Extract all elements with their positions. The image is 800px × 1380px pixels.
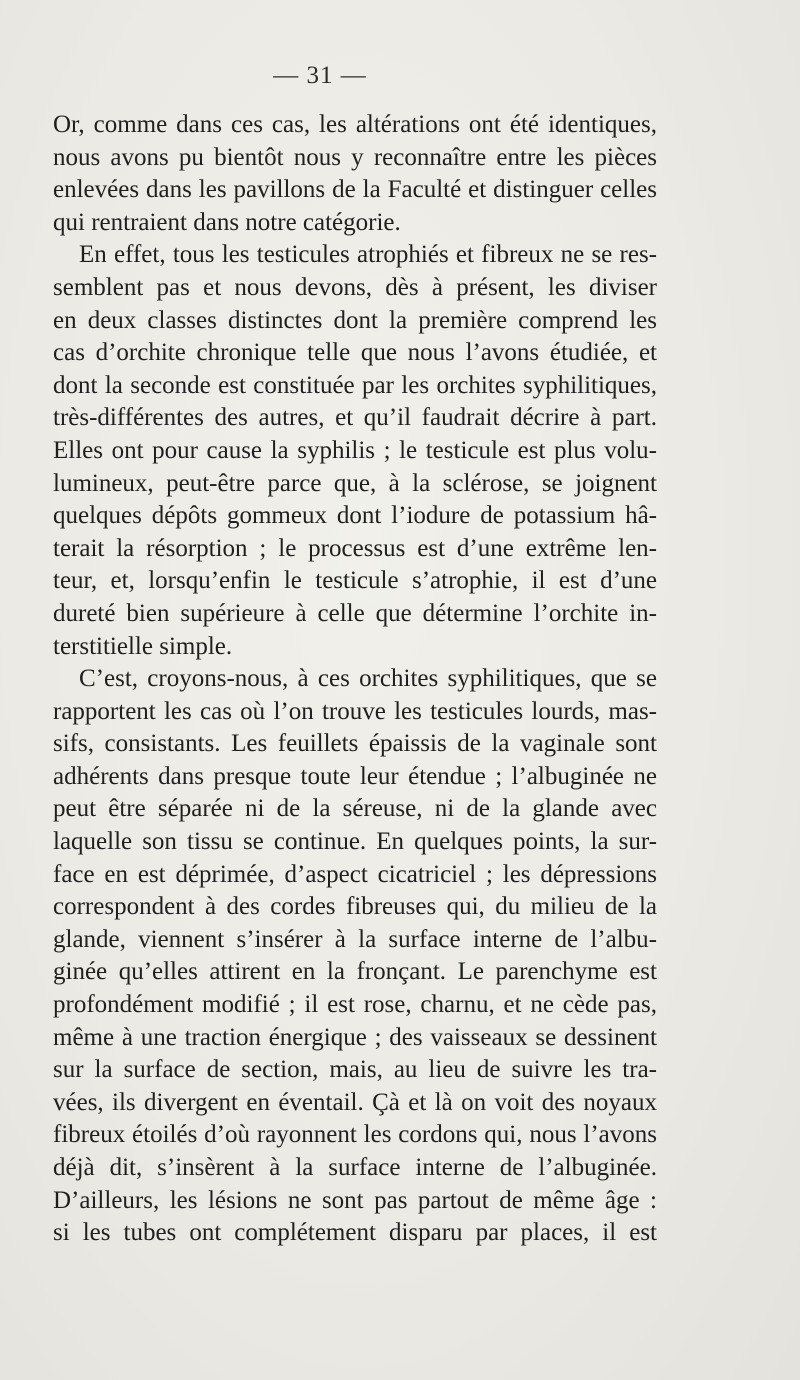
text-line: quelques dépôts gommeux dont l’iodure de potassium hâ- xyxy=(53,502,657,530)
text-line: ginée qu’elles attirent en la fronçant. Le parenchyme est xyxy=(53,958,657,986)
text-line: sur la surface de section, mais, au lieu de suivre les tra- xyxy=(53,1056,657,1084)
text-line: si les tubes ont complétement disparu par places, il est xyxy=(53,1219,657,1247)
text-line: D’ailleurs, les lésions ne sont pas partout de même âge : xyxy=(53,1186,657,1214)
text-line: peut être séparée ni de la séreuse, ni de la glande avec xyxy=(53,795,657,823)
text-line: Or, comme dans ces cas, les altérations ont été identiques, xyxy=(53,111,657,138)
text-line: En effet, tous les testicules atrophiés et fibreux ne se res- xyxy=(79,241,657,269)
text-line: teur, et, lorsqu’enfin le testicule s’atrophie, il est d’une xyxy=(53,567,657,595)
text-line: C’est, croyons-nous, à ces orchites syphilitiques, que se xyxy=(79,665,657,693)
text-line: Elles ont pour cause la syphilis ; le testicule est plus volu- xyxy=(53,436,657,464)
text-line: cas d’orchite chronique telle que nous l’avons étudiée, et xyxy=(53,339,657,367)
text-line: rapportent les cas où l’on trouve les testicules lourds, mas- xyxy=(53,697,657,725)
text-line: profondément modifié ; il est rose, charnu, et ne cède pas, xyxy=(53,991,657,1019)
text-line: enlevées dans les pavillons de la Faculté et distinguer celles xyxy=(53,176,657,204)
text-line: vées, ils divergent en éventail. Çà et là on voit des noyaux xyxy=(53,1088,657,1116)
text-line: laquelle son tissu se continue. En quelques points, la sur- xyxy=(53,828,657,856)
body-text xyxy=(53,109,657,1250)
text-line: adhérents dans presque toute leur étendue ; l’albuginée ne xyxy=(53,762,657,790)
text-line: déjà dit, s’insèrent à la surface interne de l’albuginée. xyxy=(53,1154,657,1181)
text-line: fibreux étoilés d’où rayonnent les cordons qui, nous l’avons xyxy=(53,1121,657,1149)
text-line: dont la seconde est constituée par les orchites syphilitiques, xyxy=(53,371,657,399)
text-line: semblent pas et nous devons, dès à présent, les diviser xyxy=(53,273,657,301)
text-line: même à une traction énergique ; des vaisseaux se dessinent xyxy=(53,1023,657,1051)
text-line: correspondent à des cordes fibreuses qui, du milieu de la xyxy=(53,893,657,921)
text-line: terait la résorption ; le processus est d’une extrême len- xyxy=(53,534,657,562)
text-line: lumineux, peut-être parce que, à la sclérose, se joignent xyxy=(53,469,657,497)
text-line: terstitielle simple. xyxy=(53,632,233,660)
text-line: face en est déprimée, d’aspect cicatriciel ; les dépressions xyxy=(53,860,657,888)
text-line: nous avons pu bientôt nous y reconnaître entre les pièces xyxy=(53,143,657,171)
text-line: en deux classes distinctes dont la première comprend les xyxy=(53,306,657,334)
text-line: qui rentraient dans notre catégorie. xyxy=(53,208,401,236)
text-line: sifs, consistants. Les feuillets épaissis de la vaginale sont xyxy=(53,730,657,758)
text-line: dureté bien supérieure à celle que détermine l’orchite in- xyxy=(53,599,657,627)
text-line: très-différentes des autres, et qu’il faudrait décrire à part. xyxy=(53,404,657,432)
page-number: — 31 — xyxy=(273,62,367,89)
text-line: glande, viennent s’insérer à la surface interne de l’albu- xyxy=(53,925,657,953)
